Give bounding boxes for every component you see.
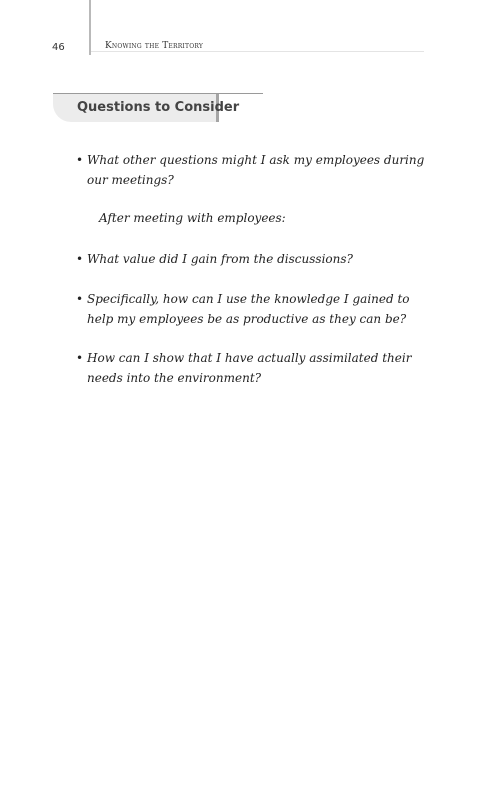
bullet-icon: • xyxy=(76,351,84,365)
question-text: What other questions might I ask my employees during our meetings? xyxy=(87,153,425,187)
bullet-icon: • xyxy=(76,292,84,306)
header-horizontal-rule xyxy=(91,51,424,52)
questions-box xyxy=(53,94,240,122)
question-text: How can I show that I have actually assimilated their needs into the environment? xyxy=(87,351,412,385)
question-text: What value did I gain from the discussions? xyxy=(87,252,353,266)
header-vertical-rule xyxy=(89,0,91,55)
questions-box-title: Questions to Consider xyxy=(77,100,240,115)
page-number: 46 xyxy=(52,42,65,53)
bullet-icon: • xyxy=(76,153,84,167)
running-head: Knowing the Territory xyxy=(105,41,204,51)
bullet-icon: • xyxy=(76,252,84,266)
question-text: Specifically, how can I use the knowledge I gained to help my employees be as productive as they can be? xyxy=(87,292,410,326)
subnote: After meeting with employees: xyxy=(99,211,286,225)
